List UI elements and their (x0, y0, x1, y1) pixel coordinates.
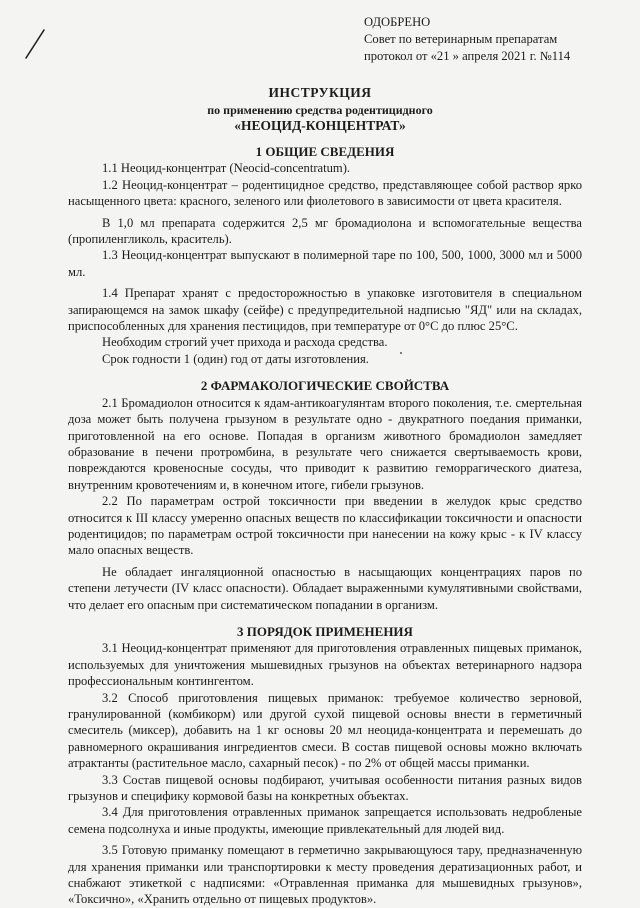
section-heading-pharmacology: 2 ФАРМАКОЛОГИЧЕСКИЕ СВОЙСТВА (200, 378, 450, 394)
section-heading-general: 1 ОБЩИЕ СВЕДЕНИЯ (255, 144, 395, 159)
paragraph: 3.4 Для приготовления отравленных приманок запрещается использовать недробленые семена подсолнуха и иные продукты, имеющие привлекательный для людей вид. (68, 805, 582, 836)
paragraph: Необходим строгий учет прихода и расхода средства. (102, 335, 388, 350)
paragraph: 3.2 Способ приготовления пищевых приманок: требуемое количество зерновой, гранулированной (комбикорм) или другой сухой пищевой основы внести в герметичный смеситель (миксер), добавить на 1 кг основы 20 мл неоцида-концентрата и перемешать до равномерного окрашивания ингредиентов смеси. В состав пищевой основы можно включать атрактанты (растительное масло, сахарный песок) - по 2% от общей массы приманки. (68, 690, 582, 771)
paragraph: В 1,0 мл препарата содержится 2,5 мг бромадиолона и вспомогательные вещества (пропиленгликоль, краситель). (68, 215, 582, 247)
section-heading-application: 3 ПОРЯДОК ПРИМЕНЕНИЯ (237, 623, 413, 639)
paragraph: 1.3 Неоцид-концентрат выпускают в полимерной таре по 100, 500, 1000, 3000 мл и 5000 мл. (68, 248, 582, 279)
approval-protocol: протокол от «21 » апреля 2021 г. №114 (364, 49, 571, 63)
approval-council: Совет по ветеринарным препаратам (364, 32, 558, 46)
paragraph: 3.3 Состав пищевой основы подбирают, учитывая особенности питания разных видов грызунов и специфику кормовой базы на конкретных объектах. (68, 772, 582, 804)
product-name: «НЕОЦИД-КОНЦЕНТРАТ» (234, 118, 406, 133)
approval-status: ОДОБРЕНО (364, 15, 431, 29)
paragraph: 2.2 По параметрам острой токсичности при введении в желудок крыс средство относится к III классу умеренно опасных веществ по классификации токсичности и опасности родентицидов; по параметрам острой токсичности при нанесении на кожу крыс - к IV классу мало опасных веществ. (68, 494, 582, 558)
paragraph: 3.1 Неоцид-концентрат применяют для приготовления отравленных пищевых приманок, используемых для уничтожения мышевидных грызунов на объектах ветеринарного надзора профессиональным контингентом. (68, 641, 582, 689)
handwritten-slash-mark (22, 22, 62, 62)
paragraph: 2.1 Бромадиолон относится к ядам-антикоагулянтам второго поколения, т.е. смертельная доза может быть получена грызуном в результате одно - двукратного поедания приманки, приготовленной на его основе. Попадая в организм животного бромадиолон замедляет образование в печени протромбина, в результате чего снижается свертываемость крови, повреждаются кровеносные сосуды, что приводит к развитию геморрагического диатеза, внутренним кровотечениям и, в конечном итоге, гибели грызунов. (68, 395, 582, 492)
paragraph: 1.2 Неоцид-концентрат – родентицидное средство, представляющее собой раствор ярко насыщенного цвета: красного, зеленого или фиолетового в зависимости от цвета красителя. (68, 177, 582, 209)
paragraph: Не обладает ингаляционной опасностью в насыщающих концентрациях паров по степени летучести (IV класс опасности). Обладает выраженными кумулятивными свойствами, что делает его опасным при систематическом попадании в организм. (68, 564, 582, 612)
document-body (68, 144, 582, 908)
document-title: ИНСТРУКЦИЯ (268, 85, 372, 100)
document-subtitle: по применению средства родентицидного (207, 103, 433, 117)
paragraph: 1.4 Препарат хранят с предосторожностью в упаковке изготовителя в специальном запирающемся на замок шкафу (сейфе) с предупредительной надписью "ЯД" или на складах, приспособленных для хранения пестицидов, при температуре от 0°С до плюс 25°С. (68, 286, 582, 334)
paragraph: Срок годности 1 (один) год от даты изготовления. (102, 351, 369, 366)
paragraph: 3.5 Готовую приманку помещают в герметично закрывающуюся тару, предназначенную для хранения приманки или транспортировки к месту проведения дератизационных работ, и снабжают этикеткой с надписями: «Отравленная приманка для мышевидных грызунов», «Токсично», «Хранить отдельно от пищевых продуктов». (68, 843, 582, 907)
paragraph: 1.1 Неоцид-концентрат (Neocid-concentratum). (102, 161, 351, 176)
approval-stamp-block (364, 14, 570, 65)
